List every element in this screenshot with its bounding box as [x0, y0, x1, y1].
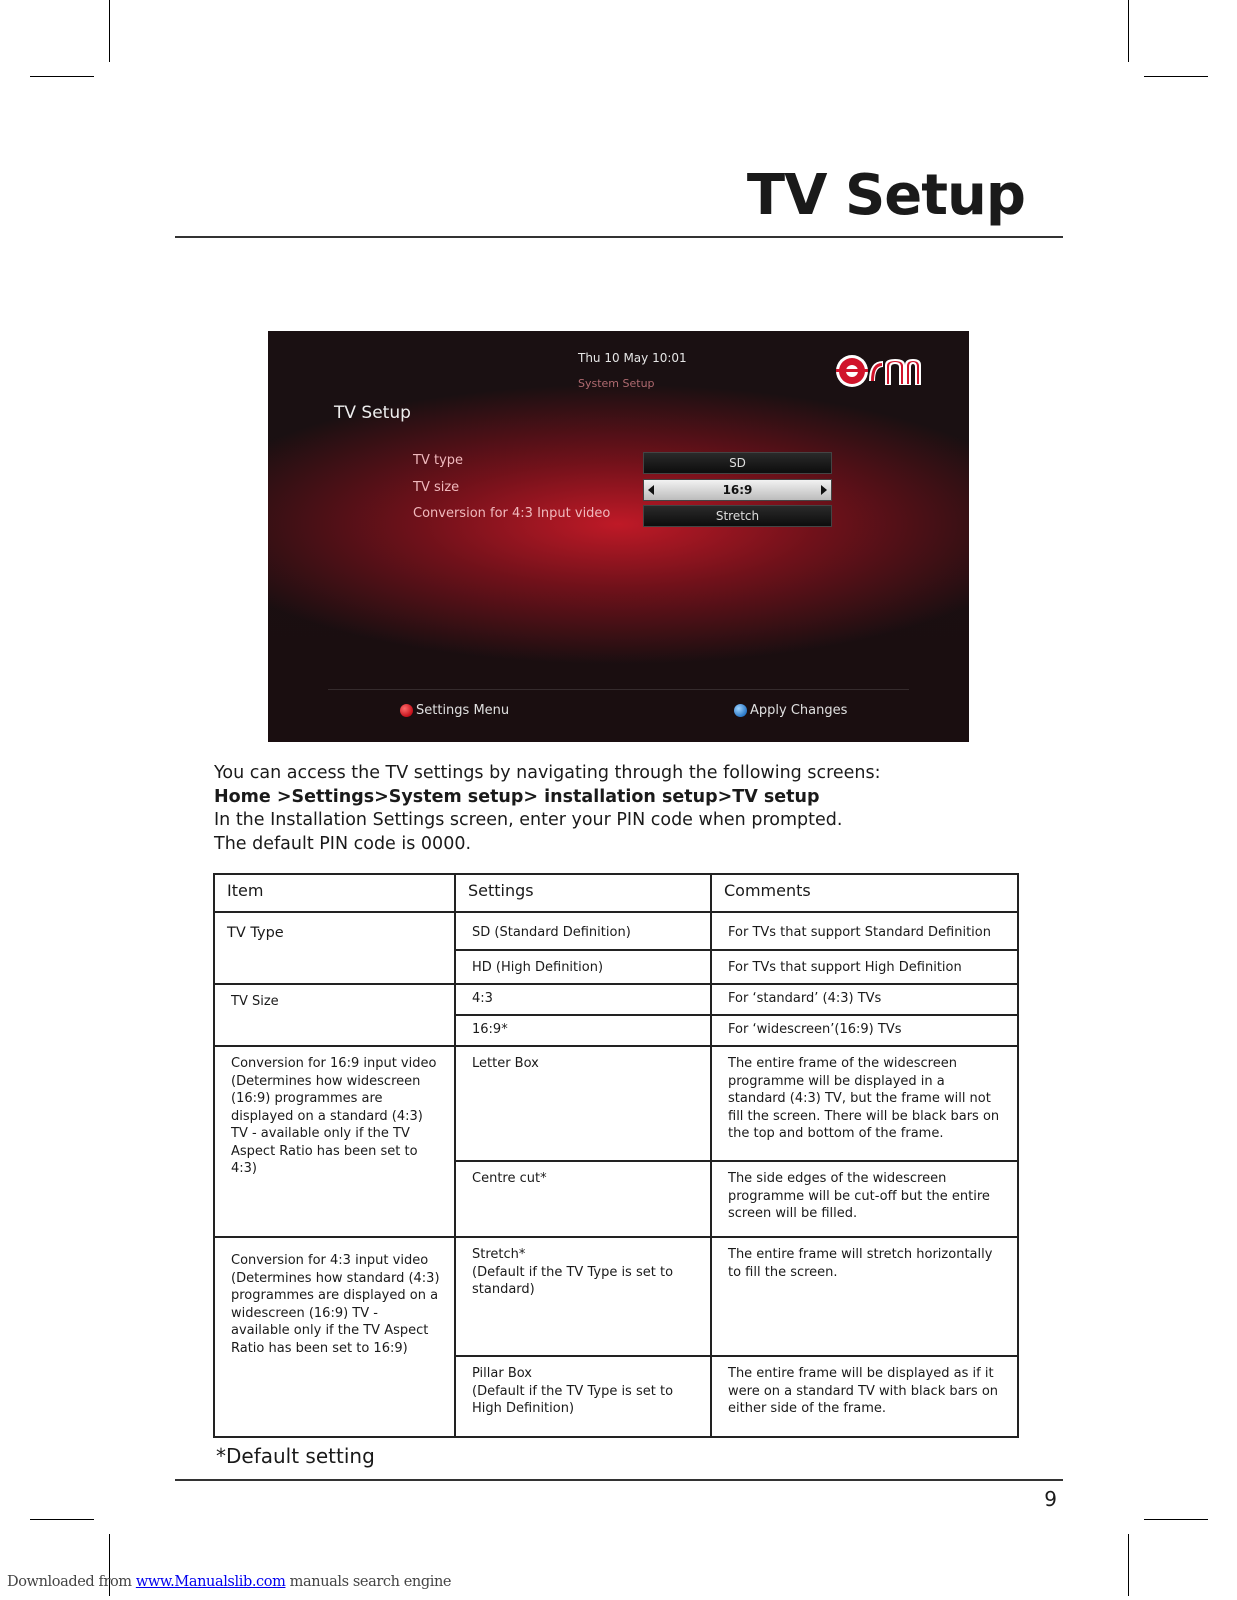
bottom-rule [175, 1479, 1063, 1481]
setting-cell [455, 1237, 711, 1356]
comment-cell: The entire frame of the widescreen programme will be displayed in a standard (4:3) TV, but the frame will not fill the screen. There will be black bars on the top and bottom of the frame. [711, 1046, 1018, 1161]
download-footer [7, 1574, 451, 1590]
item-cell: Conversion for 4:3 input video (Determines how standard (4:3) programmes are displayed on a widescreen (16:9) TV - available only if the TV Aspect Ratio has been set to 16:9) [214, 1237, 455, 1437]
comment-cell: For TVs that support High Definition [711, 950, 1018, 984]
tv-size-value: 16:9 [722, 483, 753, 497]
comment-cell: The entire frame will be displayed as if it were on a standard TV with black bars on either side of the frame. [711, 1356, 1018, 1437]
comment-cell: The side edges of the widescreen programme will be cut-off but the entire screen will be filled. [711, 1161, 1018, 1237]
intro-line: The default PIN code is 0000. [214, 833, 472, 854]
tv-type-label: TV type [413, 453, 464, 468]
footer-suffix: manuals search engine [285, 1574, 452, 1590]
screen-subtitle: System Setup [578, 377, 655, 390]
table-row [214, 984, 1018, 1015]
conversion-label: Conversion for 4:3 Input video [413, 506, 611, 521]
arrow-left-icon[interactable] [648, 485, 654, 495]
crop-mark [30, 1519, 94, 1520]
comment-cell: For ‘standard’ (4:3) TVs [711, 984, 1018, 1015]
tv-setup-screenshot [268, 331, 969, 742]
comment-cell: The entire frame will stretch horizontally to fill the screen. [711, 1237, 1018, 1356]
tv-size-label: TV size [413, 480, 460, 495]
header-settings: Settings [455, 874, 711, 912]
manualslib-link[interactable]: www.Manualslib.com [135, 1574, 286, 1590]
setting-cell: 16:9* [455, 1015, 711, 1046]
page-number: 9 [1044, 1487, 1057, 1511]
conversion-value[interactable]: Stretch [643, 505, 832, 527]
intro-text [214, 762, 881, 856]
page-title: TV Setup [746, 163, 1025, 228]
intro-line: In the Installation Settings screen, enter your PIN code when prompted. [214, 810, 843, 830]
table-row [214, 1046, 1018, 1161]
table-row [214, 1237, 1018, 1356]
table-row [214, 912, 1018, 950]
item-cell: TV Type [214, 912, 455, 984]
comment-cell: For ‘widescreen’(16:9) TVs [711, 1015, 1018, 1046]
setting-cell: HD (High Definition) [455, 950, 711, 984]
crop-mark [30, 76, 94, 77]
setting-cell [455, 1356, 711, 1437]
item-cell: TV Size [214, 984, 455, 1046]
crop-mark [1128, 0, 1129, 62]
crop-mark [1128, 1534, 1129, 1596]
settings-table [213, 873, 1019, 1438]
setting-cell: 4:3 [455, 984, 711, 1015]
setting-note: (Default if the TV Type is set to standard) [472, 1264, 674, 1297]
intro-line: You can access the TV settings by navigating through the following screens: [214, 763, 881, 783]
red-button-icon [400, 704, 413, 717]
table-header-row [214, 874, 1018, 912]
setting-cell: Centre cut* [455, 1161, 711, 1237]
tv-type-value[interactable]: SD [643, 452, 832, 474]
settings-menu-label: Settings Menu [416, 703, 510, 718]
screen-footer-divider [328, 689, 909, 690]
setting-cell: Letter Box [455, 1046, 711, 1161]
crop-mark [1144, 1519, 1208, 1520]
footer-prefix: Downloaded from [7, 1574, 136, 1590]
setting-cell: SD (Standard Definition) [455, 912, 711, 950]
setting-name: Stretch* [472, 1247, 526, 1262]
crop-mark [109, 0, 110, 62]
screen-date: Thu 10 May 10:01 [578, 351, 687, 365]
screen-title: TV Setup [334, 403, 411, 423]
apply-changes-button[interactable] [734, 703, 847, 718]
crop-mark [1144, 76, 1208, 77]
header-comments: Comments [711, 874, 1018, 912]
settings-menu-button[interactable] [400, 703, 509, 718]
navigation-path: Home >Settings>System setup> installation setup>TV setup [214, 786, 820, 807]
blue-button-icon [734, 704, 747, 717]
apply-changes-label: Apply Changes [750, 703, 848, 718]
default-setting-note: *Default setting [216, 1444, 375, 1468]
header-item: Item [214, 874, 455, 912]
setting-note: (Default if the TV Type is set to High Definition) [472, 1383, 674, 1416]
osn-logo-icon [833, 351, 923, 391]
setting-name: Pillar Box [472, 1366, 532, 1381]
item-cell: Conversion for 16:9 input video (Determines how widescreen (16:9) programmes are displayed on a standard (4:3) TV - available only if the TV Aspect Ratio has been set to 4:3) [214, 1046, 455, 1237]
title-rule [175, 236, 1063, 238]
comment-cell: For TVs that support Standard Definition [711, 912, 1018, 950]
arrow-right-icon[interactable] [821, 485, 827, 495]
tv-size-selector[interactable] [643, 479, 832, 501]
